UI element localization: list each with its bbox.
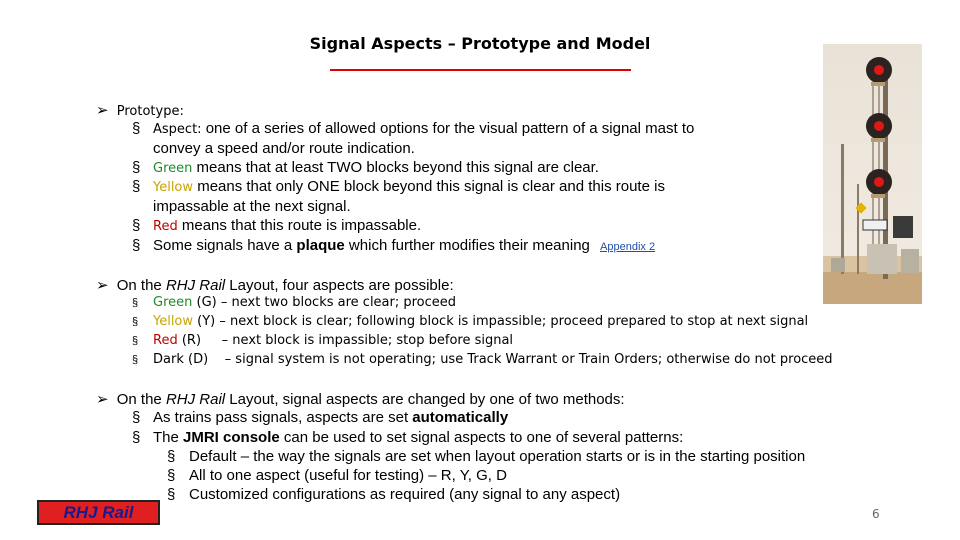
layout-aspects-heading: ➢ On the RHJ Rail Layout, four aspects are possible:: [96, 277, 454, 294]
bullet-square-icon: §: [132, 217, 141, 234]
methods-heading: ➢ On the RHJ Rail Layout, signal aspects are changed by one of two methods:: [96, 391, 625, 408]
bullet-square-icon: §: [167, 486, 176, 503]
arrow-bullet-icon: ➢: [96, 391, 109, 408]
plaque-note: Some signals have a plaque which further modifies their meaning Appendix 2: [153, 237, 656, 254]
aspect-definition: Aspect: one of a series of allowed options for the visual pattern of a signal mast to: [153, 120, 695, 137]
bullet-square-icon: §: [167, 448, 176, 465]
appendix-2-link[interactable]: Appendix 2: [600, 241, 656, 253]
aspect-green-item: Green (G) – next two blocks are clear; proceed: [153, 295, 457, 310]
pattern-default: Default – the way the signals are set when layout operation starts or is in the starting position: [189, 448, 806, 465]
bullet-square-icon: §: [132, 316, 139, 328]
bullet-square-icon: §: [132, 297, 139, 309]
bullet-square-icon: §: [132, 178, 141, 195]
aspect-red-item: Red (R) – next block is impassible; stop before signal: [153, 333, 514, 348]
pattern-all-one: All to one aspect (useful for testing) – R, Y, G, D: [189, 467, 507, 484]
yellow-definition: Yellow means that only ONE block beyond this signal is clear and this route is: [153, 178, 665, 195]
rhj-rail-logo: RHJ Rail: [37, 500, 160, 525]
red-definition: Red means that this route is impassable.: [153, 217, 422, 234]
green-definition: Green means that at least TWO blocks beyond this signal are clear.: [153, 159, 599, 176]
jmri-method: The JMRI console can be used to set signal aspects to one of several patterns:: [153, 429, 684, 446]
bullet-square-icon: §: [132, 354, 139, 366]
page-number: 6: [872, 507, 880, 521]
signal-mast-photo: [823, 44, 922, 304]
aspect-dark-item: Dark (D) – signal system is not operating; use Track Warrant or Train Orders; otherwise do not proceed: [153, 352, 833, 367]
title-underline: [330, 69, 631, 71]
prototype-heading: ➢ Prototype:: [96, 102, 184, 119]
automatic-method: As trains pass signals, aspects are set automatically: [153, 409, 509, 426]
pattern-customized: Customized configurations as required (any signal to any aspect): [189, 486, 621, 503]
bullet-square-icon: §: [132, 429, 141, 446]
yellow-definition-continued: impassable at the next signal.: [153, 198, 351, 215]
bullet-square-icon: §: [132, 335, 139, 347]
bullet-square-icon: §: [132, 409, 141, 426]
arrow-bullet-icon: ➢: [96, 102, 109, 119]
aspect-yellow-item: Yellow (Y) – next block is clear; following block is impassible; proceed prepared to stop at next signal: [153, 314, 809, 329]
arrow-bullet-icon: ➢: [96, 277, 109, 294]
aspect-definition-continued: convey a speed and/or route indication.: [153, 140, 415, 157]
bullet-square-icon: §: [167, 467, 176, 484]
bullet-square-icon: §: [132, 237, 141, 254]
page-title: Signal Aspects – Prototype and Model: [309, 34, 651, 53]
bullet-square-icon: §: [132, 159, 141, 176]
bullet-square-icon: §: [132, 120, 141, 137]
